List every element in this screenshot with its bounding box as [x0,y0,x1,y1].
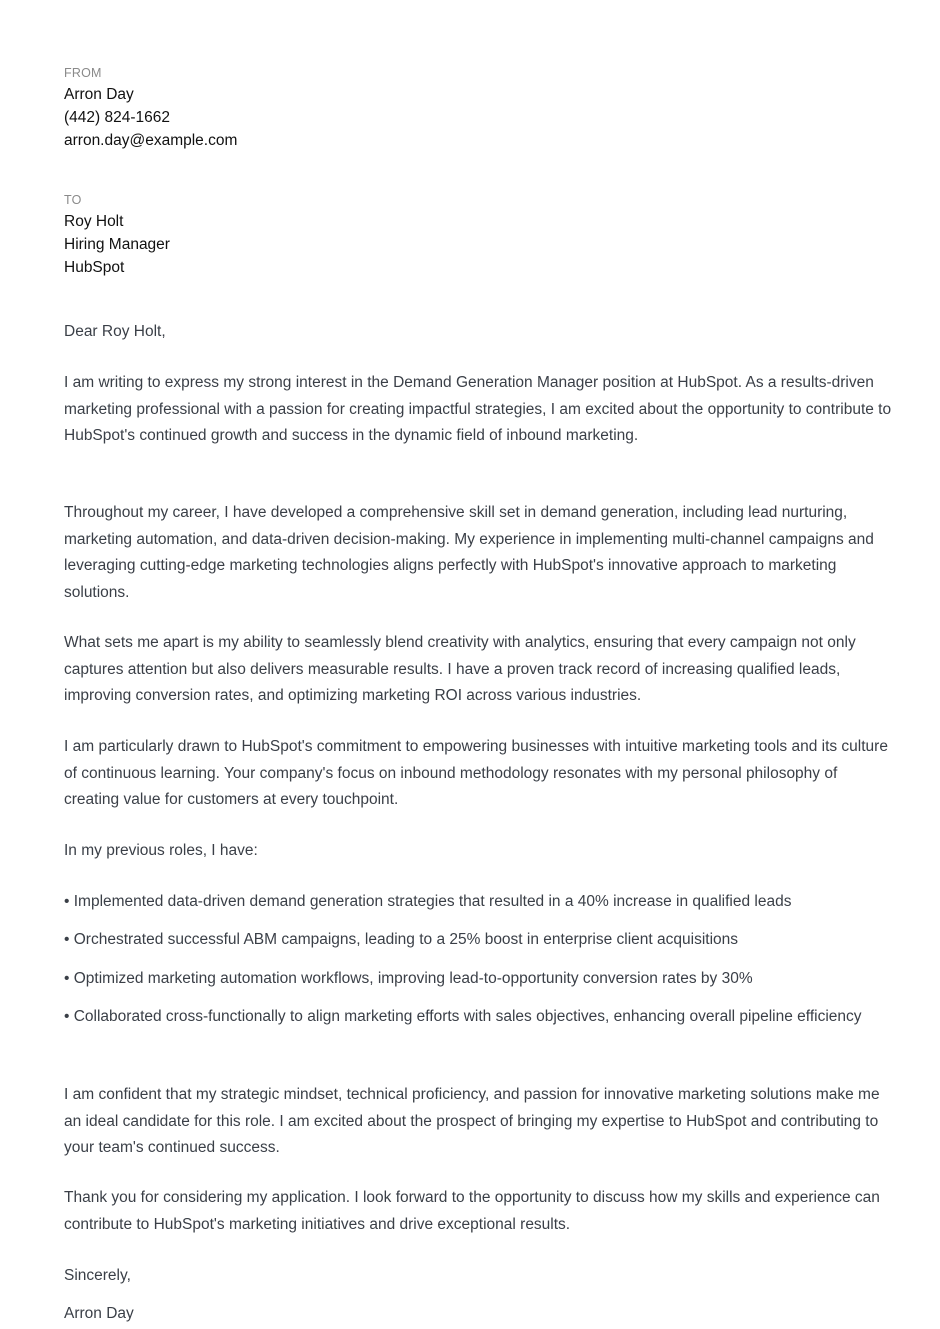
paragraph-2: Throughout my career, I have developed a comprehensive skill set in demand generation, including lead nurturing, marketing automation, and data-driven decision-making. My experience in implementing multi-channel campaigns and leveraging cutting-edge marketing technologies aligns perfectly with HubSpot's innovative approach to marketing solutions. [64,504,874,601]
sender-email: arron.day@example.com [64,132,238,149]
closing-paragraph-1: I am confident that my strategic mindset, technical proficiency, and passion for innovative marketing solutions make me an ideal candidate for this role. I am excited about the prospect of bringing my expertise to HubSpot and contributing to your team's continued success. [64,1086,880,1156]
to-label: TO [64,193,82,207]
sender-phone: (442) 824-1662 [64,109,170,126]
recipient-title: Hiring Manager [64,236,170,253]
paragraph-3: What sets me apart is my ability to seamlessly blend creativity with analytics, ensuring that every campaign not only captures attention but also delivers measurable results. I have a proven track record of increasing qualified leads, improving conversion rates, and optimizing marketing ROI across various industries. [64,634,856,704]
from-label: FROM [64,66,102,80]
paragraph-5: In my previous roles, I have: [64,842,258,859]
paragraph-4: I am particularly drawn to HubSpot's commitment to empowering businesses with intuitive marketing tools and its culture of continuous learning. Your company's focus on inbound methodology resonates with my personal philosophy of creating value for customers at every touchpoint. [64,738,888,808]
paragraph-1: I am writing to express my strong interest in the Demand Generation Manager position at HubSpot. As a results-driven marketing professional with a passion for creating impactful strategies, I am excited about the opportunity to contribute to HubSpot's continued growth and success in the dynamic field of inbound marketing. [64,374,892,444]
bullet-item: • Optimized marketing automation workflows, improving lead-to-opportunity conversion rates by 30% [64,970,753,987]
closing-paragraph-2: Thank you for considering my application. I look forward to the opportunity to discuss how my skills and experience can contribute to HubSpot's marketing initiatives and drive exceptional results. [64,1189,880,1233]
recipient-name: Roy Holt [64,213,124,230]
signature: Arron Day [64,1305,134,1322]
bullet-item: • Collaborated cross-functionally to align marketing efforts with sales objectives, enhancing overall pipeline efficiency [64,1008,862,1025]
salutation: Dear Roy Holt, [64,323,166,340]
bullet-item: • Orchestrated successful ABM campaigns, leading to a 25% boost in enterprise client acquisitions [64,931,739,948]
recipient-company: HubSpot [64,259,125,276]
sender-name: Arron Day [64,86,134,103]
signoff: Sincerely, [64,1267,131,1284]
bullet-item: • Implemented data-driven demand generation strategies that resulted in a 40% increase in qualified leads [64,893,792,910]
